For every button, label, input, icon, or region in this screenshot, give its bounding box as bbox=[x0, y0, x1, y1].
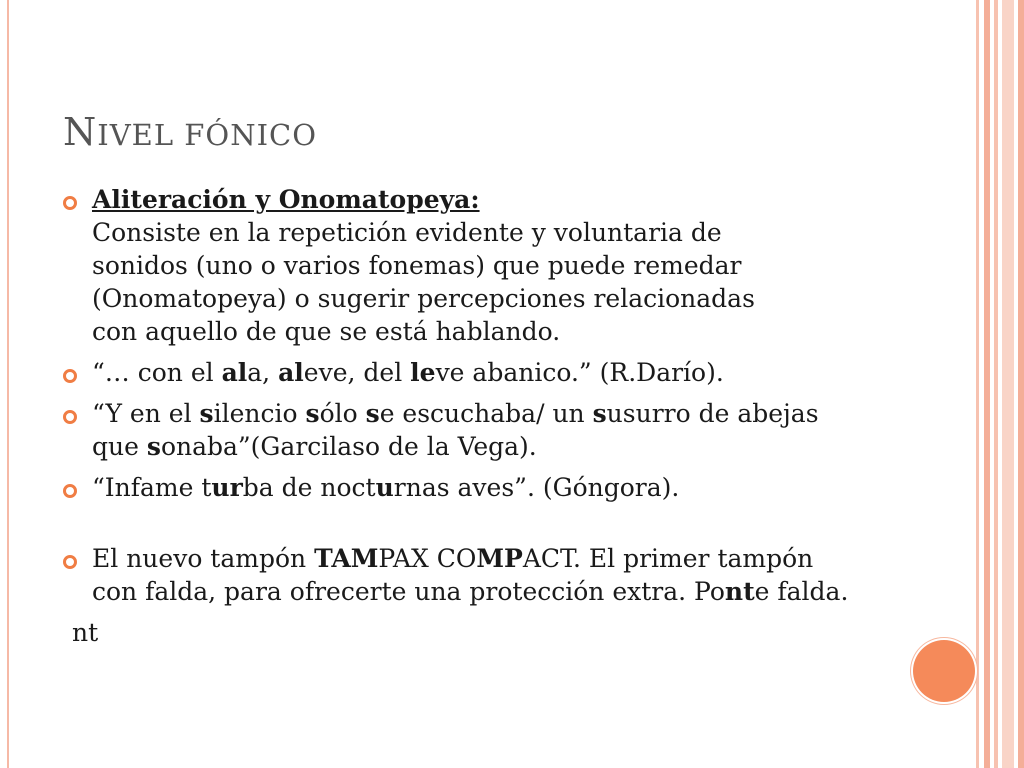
bullet-circle-icon bbox=[63, 196, 77, 210]
text-segment: rnas aves”. (Góngora). bbox=[393, 473, 680, 502]
bullet-text-line: sonidos (uno o varios fonemas) que puede remedar bbox=[92, 251, 742, 280]
left-border-line bbox=[7, 0, 9, 768]
bullet-text-line: Consiste en la repetición evidente y voluntaria de bbox=[92, 218, 722, 247]
text-segment: e falda. bbox=[754, 577, 849, 606]
bold-sound: TAM bbox=[314, 544, 379, 573]
bullet-gongora-quote bbox=[62, 471, 862, 504]
slide-title bbox=[63, 110, 317, 154]
bullet-circle-icon bbox=[63, 410, 77, 424]
right-stripe bbox=[1018, 0, 1024, 768]
bold-sound: MP bbox=[476, 544, 523, 573]
right-stripe bbox=[976, 0, 979, 768]
bold-sound: s bbox=[592, 399, 607, 428]
bold-sound: u bbox=[375, 473, 394, 502]
slide-content bbox=[62, 183, 862, 649]
text-segment: ólo bbox=[319, 399, 366, 428]
bold-sound: s bbox=[199, 399, 214, 428]
bullet-garcilaso-quote bbox=[62, 397, 862, 463]
text-segment: ACT. El primer tampón con falda, para ofrecerte una protección extra. Po bbox=[92, 544, 814, 606]
text-segment: ilencio bbox=[213, 399, 306, 428]
bold-sound: al bbox=[221, 358, 248, 387]
bullet-dario-quote bbox=[62, 356, 862, 389]
text-segment: usurro de abejas que bbox=[92, 399, 819, 461]
bullet-aliteracion bbox=[62, 183, 862, 348]
bold-sound: le bbox=[410, 358, 436, 387]
bold-sound: ur bbox=[211, 473, 243, 502]
bold-sound: s bbox=[146, 432, 161, 461]
right-stripe bbox=[984, 0, 990, 768]
bold-sound: al bbox=[278, 358, 304, 387]
bullet-tampax-ad bbox=[62, 542, 862, 608]
text-segment: “… con el bbox=[92, 358, 222, 387]
bold-sound: s bbox=[365, 399, 380, 428]
trailing-text: nt bbox=[72, 618, 99, 647]
text-segment: eve, del bbox=[303, 358, 411, 387]
bullet-circle-icon bbox=[63, 555, 77, 569]
text-segment: ve abanico.” (R.Darío). bbox=[435, 358, 724, 387]
bold-sound: nt bbox=[724, 577, 755, 606]
text-segment: PAX CO bbox=[378, 544, 477, 573]
right-stripe bbox=[994, 0, 998, 768]
text-segment: ba de noct bbox=[242, 473, 376, 502]
text-segment: a, bbox=[247, 358, 279, 387]
text-segment: onaba”(Garcilaso de la Vega). bbox=[160, 432, 537, 461]
text-segment: El nuevo tampón bbox=[92, 544, 315, 573]
text-segment: e escuchaba/ un bbox=[379, 399, 593, 428]
title-initial: N bbox=[63, 110, 98, 154]
right-stripe bbox=[1002, 0, 1014, 768]
right-decorative-band bbox=[976, 0, 1024, 768]
title-rest: IVEL FÓNICO bbox=[97, 118, 317, 152]
text-segment: “Y en el bbox=[92, 399, 200, 428]
bullet-circle-icon bbox=[63, 484, 77, 498]
bold-sound: s bbox=[305, 399, 320, 428]
bullet-text-line: (Onomatopeya) o sugerir percepciones relacionadas bbox=[92, 284, 755, 313]
bullet-text-line: con aquello de que se está hablando. bbox=[92, 317, 561, 346]
text-segment: “Infame t bbox=[92, 473, 212, 502]
bullet-heading: Aliteración y Onomatopeya: bbox=[92, 185, 480, 214]
bullet-circle-icon bbox=[63, 369, 77, 383]
decorative-circle bbox=[913, 640, 975, 702]
